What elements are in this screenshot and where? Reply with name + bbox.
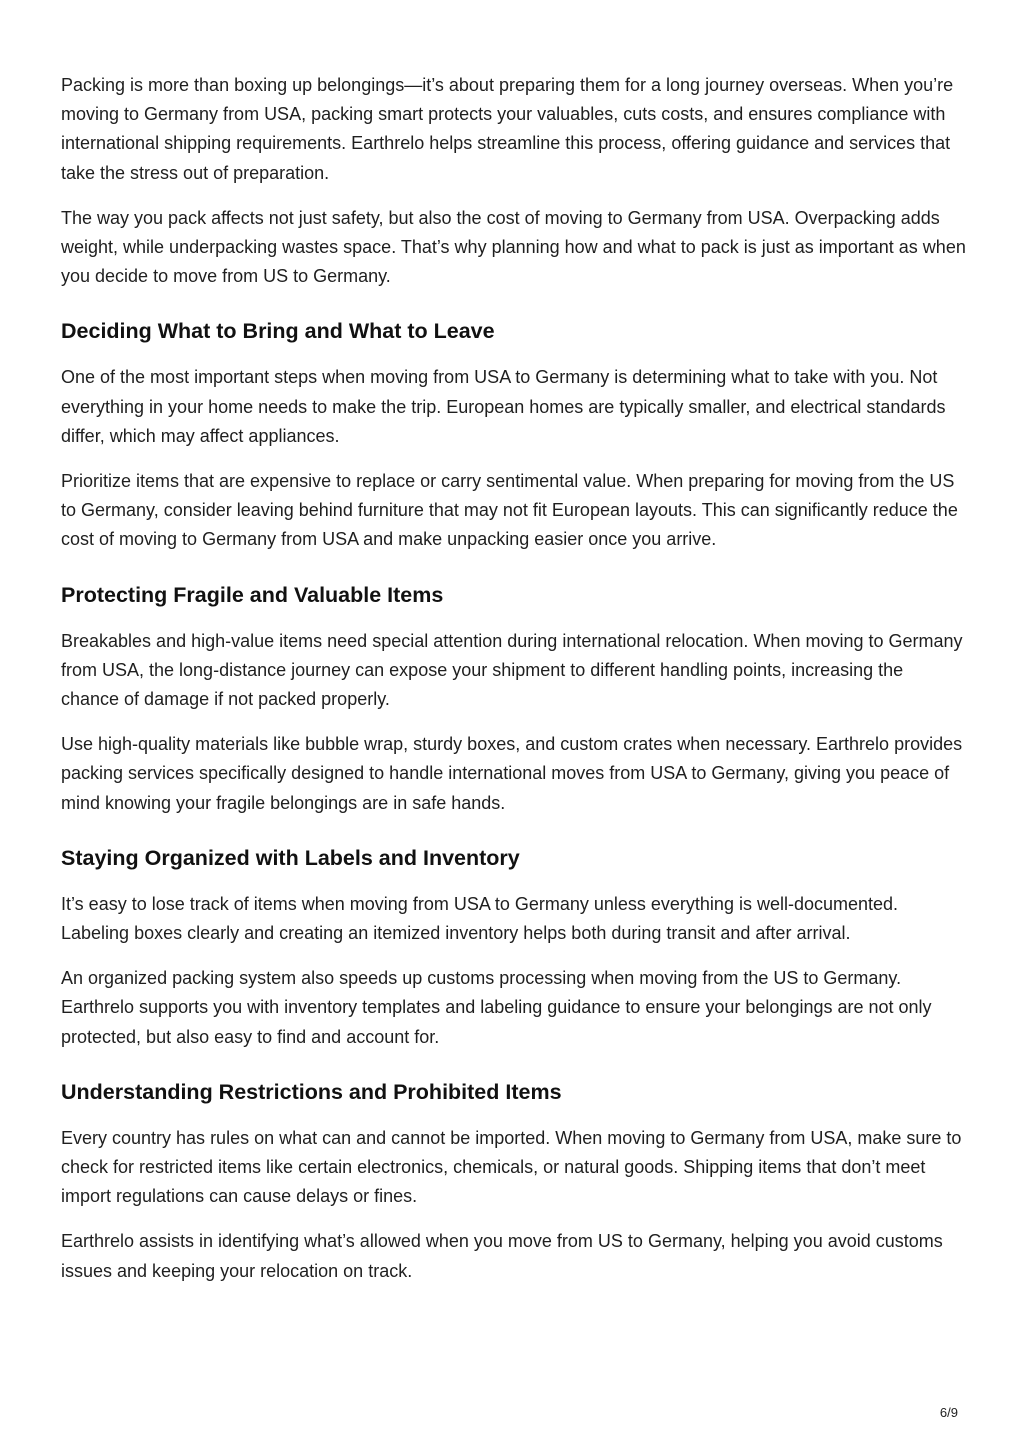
intro-paragraph-1: Packing is more than boxing up belongings—it’s about preparing them for a long journey overseas. When you’re moving to Germany from USA, packing smart protects your valuables, cuts costs, and ensures compliance with international shipping requirements. Earthrelo helps streamline this process, offering guidance and services that take the stress out of preparation. bbox=[61, 75, 954, 183]
section-heading-organized: Staying Organized with Labels and Inventory bbox=[61, 845, 520, 870]
section-organized-paragraph-1: It’s easy to lose track of items when moving from USA to Germany unless everything is well-documented. Labeling boxes clearly and creating an itemized inventory helps both during transit and after arrival. bbox=[61, 893, 899, 944]
section-heading-deciding: Deciding What to Bring and What to Leave bbox=[61, 319, 495, 344]
section-deciding-paragraph-1: One of the most important steps when moving from USA to Germany is determining what to take with you. Not everything in your home needs to make the trip. European homes are typically smaller, and electrical standards differ, which may affect appliances. bbox=[61, 367, 946, 446]
section-organized-paragraph-2: An organized packing system also speeds up customs processing when moving from the US to Germany. Earthrelo supports you with inventory templates and labeling guidance to ensure your belongings are not only protected, but also easy to find and account for. bbox=[61, 968, 932, 1047]
article-body bbox=[61, 71, 966, 1302]
section-heading-restrictions: Understanding Restrictions and Prohibited Items bbox=[61, 1079, 562, 1104]
section-heading-protecting: Protecting Fragile and Valuable Items bbox=[61, 582, 444, 607]
section-protecting-paragraph-1: Breakables and high-value items need special attention during international relocation. When moving to Germany from USA, the long-distance journey can expose your shipment to different handling points, increasing the chance of damage if not packed properly. bbox=[61, 630, 963, 710]
section-deciding-paragraph-2: Prioritize items that are expensive to replace or carry sentimental value. When preparing for moving from the US to Germany, consider leaving behind furniture that may not fit European layouts. This can significantly reduce the cost of moving to Germany from USA and make unpacking easier once you arrive. bbox=[61, 471, 958, 550]
section-restrictions-paragraph-1: Every country has rules on what can and cannot be imported. When moving to Germany from USA, make sure to check for restricted items like certain electronics, chemicals, or natural goods. Shipping items that don’t meet import regulations can cause delays or fines. bbox=[61, 1127, 962, 1207]
intro-paragraph-2: The way you pack affects not just safety, but also the cost of moving to Germany from USA. Overpacking adds weight, while underpacking wastes space. That’s why planning how and what to pack is just as important as when you decide to move from US to Germany. bbox=[61, 207, 966, 287]
section-protecting-paragraph-2: Use high-quality materials like bubble wrap, sturdy boxes, and custom crates when necessary. Earthrelo provides packing services specifically designed to handle international moves from USA to Germany, giving you peace of mind knowing your fragile belongings are in safe hands. bbox=[61, 734, 963, 813]
section-restrictions-paragraph-2: Earthrelo assists in identifying what’s allowed when you move from US to Germany, helping you avoid customs issues and keeping your relocation on track. bbox=[61, 1231, 943, 1281]
page-number: 6/9 bbox=[939, 1405, 958, 1420]
